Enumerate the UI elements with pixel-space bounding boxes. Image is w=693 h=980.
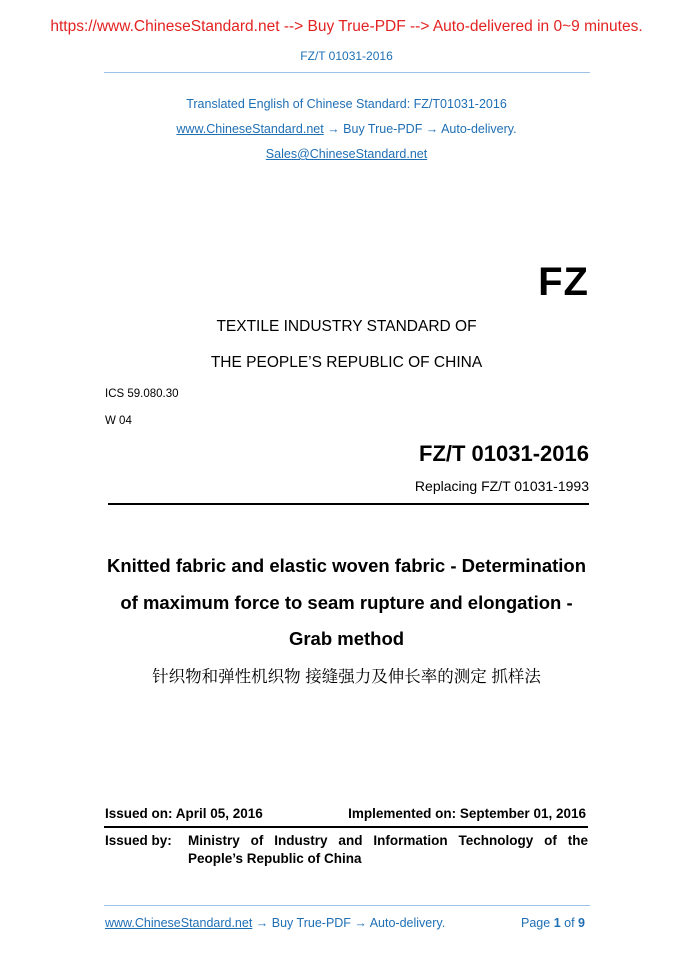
title-rule — [108, 503, 589, 505]
title-en-line-2: of maximum force to seam rupture and elongation - — [120, 592, 573, 613]
replacing-note: Replacing FZ/T 01031-1993 — [414, 478, 589, 494]
sales-line — [0, 147, 693, 161]
issued-on: Issued on: April 05, 2016 — [105, 806, 263, 821]
footer-links-rest: → Buy True-PDF → Auto-delivery. — [252, 916, 446, 930]
header-code: FZ/T 01031-2016 — [300, 49, 393, 63]
issued-by-value-line-2: People’s Republic of China — [188, 851, 362, 866]
industry-title-line-2: THE PEOPLE’S REPUBLIC OF CHINA — [210, 354, 483, 371]
page-indicator — [521, 916, 585, 930]
title-en-line-3: Grab method — [288, 628, 405, 649]
title-cn: 针织物和弹性机织物 接缝强力及伸长率的测定 抓样法 — [152, 668, 541, 686]
issue-rule — [104, 826, 588, 828]
page-total: 9 — [578, 916, 585, 930]
issued-by-label: Issued by: — [105, 833, 172, 848]
title-en-line-1: Knitted fabric and elastic woven fabric - Determination — [106, 555, 587, 576]
issued-by-value-line-1: Ministry of Industry and Information Technology of the — [188, 833, 588, 848]
ics-code: ICS 59.080.30 — [105, 388, 179, 400]
link-line — [0, 122, 693, 136]
page-label: Page — [521, 916, 551, 930]
footer-rule — [104, 905, 590, 906]
top-banner[interactable]: https://www.ChineseStandard.net --> Buy True-PDF --> Auto-delivered in 0~9 minutes. — [50, 18, 643, 35]
site-link[interactable]: www.ChineseStandard.net — [176, 122, 324, 136]
header-rule — [104, 72, 590, 73]
implemented-on: Implemented on: September 01, 2016 — [348, 806, 586, 821]
translation-note: Translated English of Chinese Standard: FZ/T01031-2016 — [186, 97, 507, 111]
footer-links — [105, 916, 445, 930]
category-mark: FZ — [538, 260, 589, 304]
footer-site-link[interactable]: www.ChineseStandard.net — [105, 916, 253, 930]
standard-number: FZ/T 01031-2016 — [419, 441, 589, 466]
of-label: of — [564, 916, 575, 930]
class-code: W 04 — [105, 415, 132, 427]
page-number: 1 — [553, 916, 561, 930]
link-line-rest: → Buy True-PDF → Auto-delivery. — [323, 122, 517, 136]
sales-email-link[interactable]: Sales@ChineseStandard.net — [265, 147, 428, 161]
industry-title-line-1: TEXTILE INDUSTRY STANDARD OF — [216, 318, 477, 335]
